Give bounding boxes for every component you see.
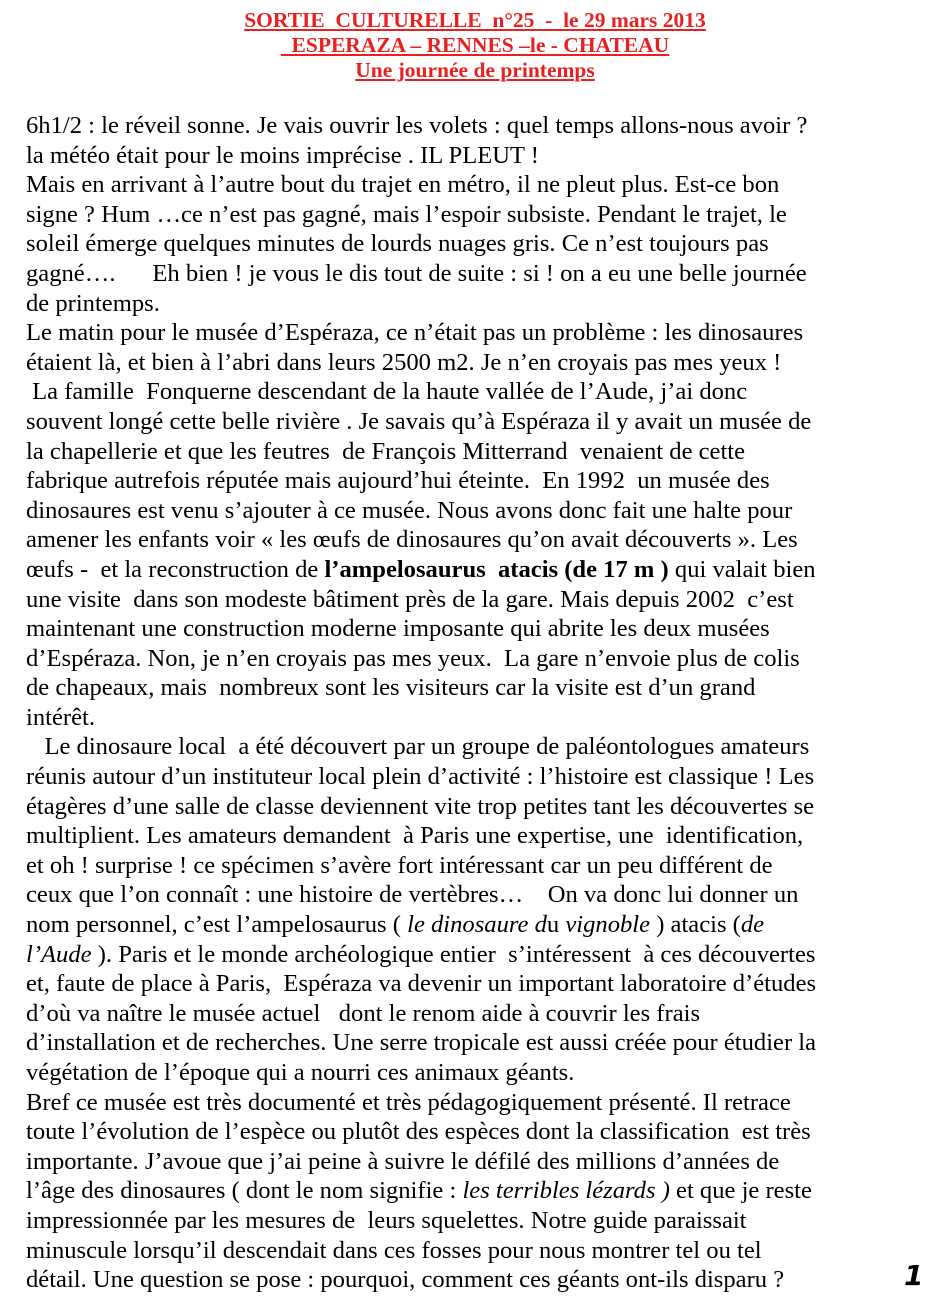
header-title-text: SORTIE CULTURELLE n°25 - le 29 mars 2013 [244,8,706,32]
text-run: u [546,911,566,939]
text-line [26,141,906,171]
text-run: d’Espéraza. Non, je n’en croyais pas mes yeux. La gare n’envoie plus de colis [26,644,800,672]
text-line [26,614,906,644]
text-line [26,407,906,437]
text-run: impressionnée par les mesures de leurs squelettes. Notre guide paraissait [26,1206,747,1234]
text-line [26,703,906,733]
text-run: amener les enfants voir « les œufs de dinosaures qu’on avait découverts ». Les [26,526,798,554]
text-line [26,437,906,467]
text-run: d’installation et de recherches. Une serre tropicale est aussi créée pour étudier la [26,1029,817,1057]
text-line [26,377,906,407]
text-run: ceux que l’on connaît : une histoire de vertèbres… On va donc lui donner un [26,881,799,909]
text-run: la météo était pour le moins imprécise . IL PLEUT ! [26,141,539,169]
text-line [26,1265,906,1295]
text-run: souvent longé cette belle rivière . Je savais qu’à Espéraza il y avait un musée de [26,407,812,435]
text-line [26,111,906,141]
text-line [26,910,906,940]
text-line [26,1028,906,1058]
text-run: intérêt. [26,703,95,731]
bold-text: l’ampelosaurus atacis (de 17 m ) [324,555,669,583]
text-run: maintenant une construction moderne imposante qui abrite les deux musées [26,615,770,643]
text-line [26,1058,906,1088]
text-line [26,170,906,200]
text-line [26,999,906,1029]
text-run: minuscule lorsqu’il descendait dans ces fosses pour nous montrer tel ou tel [26,1236,762,1264]
text-line [26,644,906,674]
text-run: Le matin pour le musée d’Espéraza, ce n’était pas un problème : les dinosaures [26,319,804,347]
text-run: ) atacis ( [650,911,741,939]
text-run: et que je reste [669,1177,812,1205]
text-line [26,259,906,289]
text-line [26,673,906,703]
text-line [26,851,906,881]
text-run: végétation de l’époque qui a nourri ces animaux géants. [26,1059,575,1086]
text-line [26,348,906,378]
text-line [26,969,906,999]
italic-text: l’Aude [26,940,92,968]
document-body [26,111,906,1295]
text-line [26,1236,906,1266]
text-line [26,821,906,851]
text-run: de printemps. [26,289,160,317]
text-line [26,555,906,585]
text-run: de chapeaux, mais nombreux sont les visiteurs car la visite est d’un grand [26,674,756,702]
text-line [26,940,906,970]
italic-text: les terribles lézards ) [462,1177,670,1205]
italic-text: vignoble [565,911,651,939]
text-run: 6h1/2 : le réveil sonne. Je vais ouvrir les volets : quel temps allons-nous avoir ? [26,112,808,139]
text-line [26,200,906,230]
document-header [0,8,950,83]
text-run: gagné…. Eh bien ! je vous le dis tout de suite : si ! on a eu une belle journée [26,259,807,287]
text-run: étaient là, et bien à l’abri dans leurs 2500 m2. Je n’en croyais pas mes yeux ! [26,348,782,376]
text-line [26,1176,906,1206]
text-run: signe ? Hum …ce n’est pas gagné, mais l’espoir subsiste. Pendant le trajet, le [26,200,787,228]
text-run: œufs - et la reconstruction de [26,555,325,583]
header-title-line [0,8,950,33]
italic-text: de [740,911,765,939]
text-run: La famille Fonquerne descendant de la haute vallée de l’Aude, j’ai donc [26,378,748,406]
text-line [26,466,906,496]
text-run: et oh ! surprise ! ce spécimen s’avère fort intéressant car un peu différent de [26,851,773,879]
text-line [26,1088,906,1118]
italic-text: le dinosaure d [407,911,547,939]
text-run: la chapellerie et que les feutres de François Mitterrand venaient de cette [26,437,746,465]
text-run: réunis autour d’un instituteur local plein d’activité : l’histoire est classique ! Les [26,763,815,791]
text-line [26,585,906,615]
text-run: multiplient. Les amateurs demandent à Paris une expertise, une identification, [26,822,804,850]
text-run: soleil émerge quelques minutes de lourds nuages gris. Ce n’est toujours pas [26,230,769,258]
text-line [26,762,906,792]
text-line [26,229,906,259]
text-run: toute l’évolution de l’espèce ou plutôt des espèces dont la classification est très [26,1118,811,1146]
text-run: Mais en arrivant à l’autre bout du trajet en métro, il ne pleut plus. Est-ce bon [26,171,780,199]
text-run: une visite dans son modeste bâtiment près de la gare. Mais depuis 2002 c’est [26,585,794,613]
text-run: étagères d’une salle de classe deviennent vite trop petites tant les découvertes se [26,792,815,820]
text-line [26,1206,906,1236]
text-run: nom personnel, c’est l’ampelosaurus ( [26,911,408,939]
text-run: importante. J’avoue que j’ai peine à suivre le défilé des millions d’années de [26,1147,780,1175]
text-run: et, faute de place à Paris, Espéraza va devenir un important laboratoire d’études [26,970,817,998]
page-number: 1 [904,1259,924,1292]
text-run: Bref ce musée est très documenté et très pédagogiquement présenté. Il retrace [26,1088,791,1116]
text-line [26,525,906,555]
header-places-line [0,33,950,58]
text-line [26,318,906,348]
text-line [26,792,906,822]
text-line [26,496,906,526]
text-line [26,880,906,910]
text-line [26,1147,906,1177]
text-run: ). Paris et le monde archéologique entier s’intéressent à ces découvertes [91,940,816,968]
text-run: d’où va naître le musée actuel dont le renom aide à couvrir les frais [26,999,701,1027]
text-run: qui valait bien [668,555,816,583]
text-run: dinosaures est venu s’ajouter à ce musée. Nous avons donc fait une halte pour [26,496,793,524]
text-line [26,1117,906,1147]
header-subtitle-line [0,58,950,83]
header-places-text: ESPERAZA – RENNES –le - CHATEAU [280,33,670,57]
text-run: détail. Une question se pose : pourquoi, comment ces géants ont-ils disparu ? [26,1266,785,1294]
text-line [26,732,906,762]
text-run: l’âge des dinosaures ( dont le nom signifie : [26,1177,463,1205]
header-subtitle-text: Une journée de printemps [355,58,595,82]
text-line [26,289,906,319]
text-run: fabrique autrefois réputée mais aujourd’hui éteinte. En 1992 un musée des [26,467,770,495]
text-run: Le dinosaure local a été découvert par un groupe de paléontologues amateurs [26,733,810,761]
